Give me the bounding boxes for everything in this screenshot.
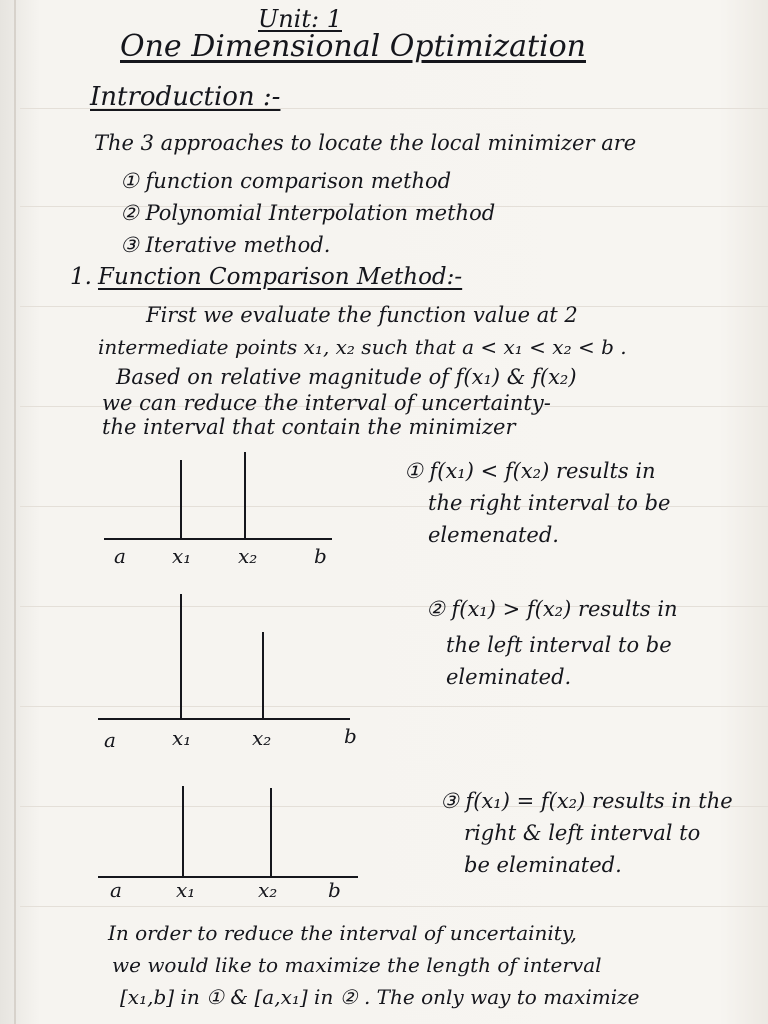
case-text: eleminated. — [446, 665, 572, 689]
axis-label-x2: x₂ — [238, 544, 258, 568]
axis-label-a: a — [114, 544, 126, 568]
case-text: right & left interval to — [464, 821, 701, 845]
case-text: the right interval to be — [428, 491, 671, 515]
axis-label-x1: x₁ — [172, 726, 192, 750]
axis-label-x2: x₂ — [258, 878, 278, 902]
margin-line — [14, 0, 16, 1024]
x2-marker — [270, 788, 272, 878]
axis-label-b: b — [344, 724, 357, 748]
x2-marker — [244, 452, 246, 540]
paragraph-line: we can reduce the interval of uncertainty- — [102, 391, 551, 415]
axis-label-b: b — [314, 544, 327, 568]
paragraph-line: Based on relative magnitude of f(x₁) & f(x₂) — [116, 365, 577, 389]
approach-item: ③ Iterative method. — [120, 233, 331, 257]
intro-heading: Introduction :- — [90, 82, 281, 112]
x1-marker — [182, 786, 184, 878]
case-text: the left interval to be — [446, 633, 672, 657]
axis-label-a: a — [104, 728, 116, 752]
intro-text: The 3 approaches to locate the local minimizer are — [94, 131, 637, 155]
interval-axis — [98, 718, 350, 720]
ruled-line — [20, 906, 768, 907]
approach-item: ② Polynomial Interpolation method — [120, 201, 496, 225]
ruled-line — [20, 706, 768, 707]
interval-axis — [98, 876, 358, 878]
x1-marker — [180, 460, 182, 540]
closing-line: [x₁,b] in ① & [a,x₁] in ② . The only way to maximize — [120, 985, 640, 1009]
axis-label-a: a — [110, 878, 122, 902]
axis-label-b: b — [328, 878, 341, 902]
page-title: One Dimensional Optimization — [120, 29, 586, 64]
closing-line: we would like to maximize the length of interval — [112, 953, 602, 977]
case-text: ③ f(x₁) = f(x₂) results in the — [440, 789, 733, 813]
interval-axis — [104, 538, 332, 540]
paragraph-line: intermediate points x₁, x₂ such that a < x₁ < x₂ < b . — [98, 335, 627, 359]
axis-label-x1: x₁ — [172, 544, 192, 568]
paragraph-line: First we evaluate the function value at 2 — [146, 303, 578, 327]
axis-label-x2: x₂ — [252, 726, 272, 750]
unit-label: Unit: 1 — [258, 5, 342, 33]
section-heading: Function Comparison Method:- — [98, 264, 463, 290]
case-text: be eleminated. — [464, 853, 622, 877]
paragraph-line: the interval that contain the minimizer — [102, 415, 516, 439]
case-text: ② f(x₁) > f(x₂) results in — [426, 597, 678, 621]
x1-marker — [180, 594, 182, 720]
case-text: elemenated. — [428, 523, 559, 547]
case-text: ① f(x₁) < f(x₂) results in — [404, 459, 656, 483]
approach-item: ① function comparison method — [120, 169, 452, 193]
section-number: 1. — [70, 264, 92, 290]
axis-label-x1: x₁ — [176, 878, 196, 902]
x2-marker — [262, 632, 264, 720]
closing-line: In order to reduce the interval of uncertainity, — [108, 921, 577, 945]
